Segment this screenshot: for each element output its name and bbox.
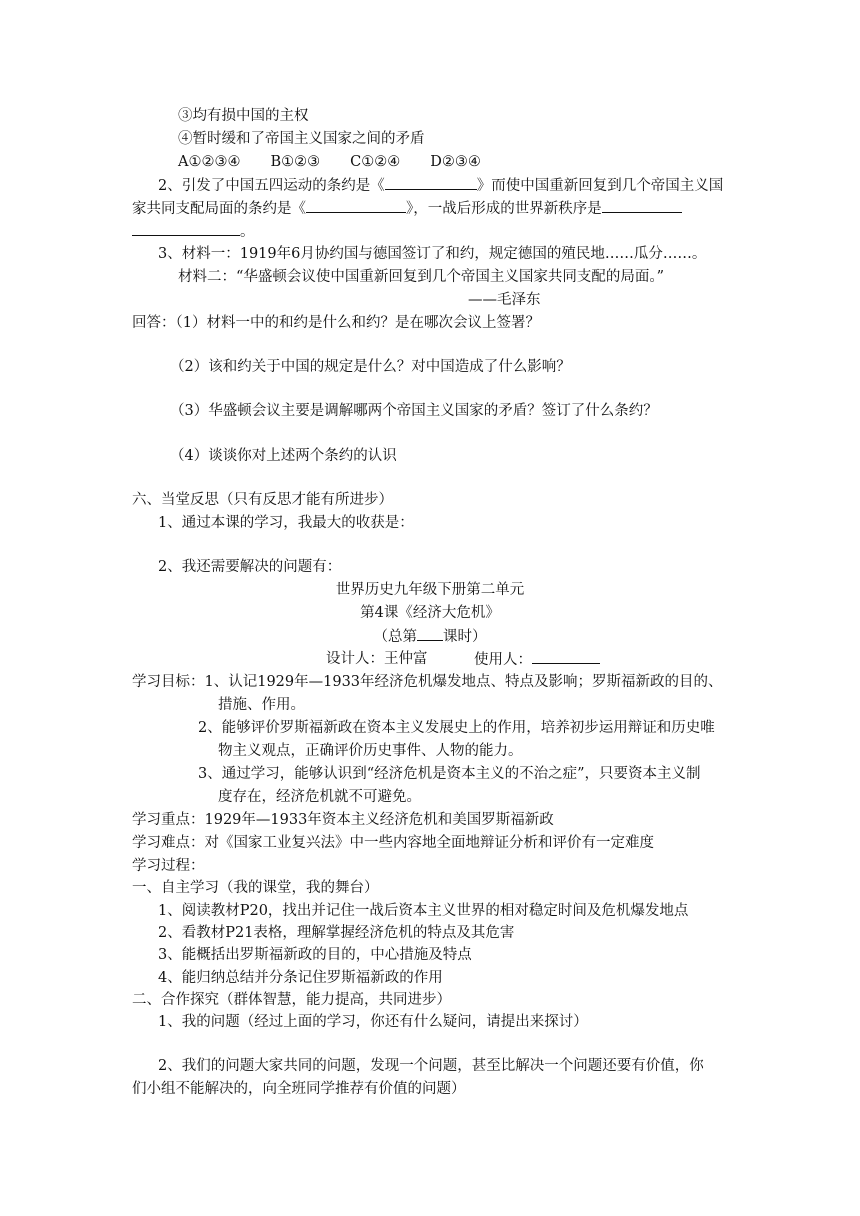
material-source: ——毛泽东: [468, 292, 541, 308]
goal-1: 学习目标：1、认记1929年—1933年经济危机爆发地点、特点及影响；罗斯福新政的目的、: [132, 674, 723, 690]
lesson-unit-title: 世界历史九年级下册第二单元: [335, 582, 525, 598]
option-4: ④暂时缓和了帝国主义国家之间的矛盾: [178, 131, 425, 147]
choice-d: D②③④: [430, 154, 481, 170]
material-1: 3、材料一：1919年6月协约国与德国签订了和约，规定德国的殖民地……瓜分……。: [158, 246, 707, 262]
question-2-line3: 。: [132, 220, 255, 243]
lesson-total: （总第 课时）: [0, 625, 860, 648]
question-2-line1: 2、引发了中国五四运动的条约是《 》而使中国重新回复到几个帝国主义国: [158, 174, 723, 197]
goal-2: 2、能够评价罗斯福新政在资本主义发展史上的作用，培养初步运用辩证和历史唯: [198, 720, 715, 736]
user-field: 使用人：: [474, 648, 600, 671]
answer-q3: （3）华盛顿会议主要是调解哪两个帝国主义国家的矛盾？签订了什么条约？: [170, 403, 658, 419]
blank-order-1[interactable]: [602, 197, 682, 213]
process-heading: 学习过程：: [132, 858, 205, 874]
choice-b: B①②③: [270, 154, 321, 170]
coop-2: 2、我们的问题大家共同的问题，发现一个问题，甚至比解决一个问题还要有价值，你: [158, 1058, 704, 1074]
section-2-heading: 二、合作探究（群体智慧，能力提高，共同进步）: [132, 992, 451, 1008]
section-6-heading: 六、当堂反思（只有反思才能有所进步）: [132, 492, 393, 508]
goal-2-cont: 物主义观点，正确评价历史事件、人物的能力。: [218, 743, 523, 759]
choice-a: A①②③④: [178, 154, 241, 170]
answer-choices: [178, 151, 481, 173]
choice-c: C①②④: [350, 154, 401, 170]
section-1-heading: 一、自主学习（我的课堂，我的舞台）: [132, 880, 379, 896]
goal-1-cont: 措施、作用。: [218, 697, 305, 713]
question-2-line2: 家共同支配局面的条约是《 》，一战后形成的世界新秩序是: [132, 197, 682, 220]
coop-1: 1、我的问题（经过上面的学习，你还有什么疑问，请提出来探讨）: [158, 1014, 588, 1030]
self-study-3: 3、能概括出罗斯福新政的目的，中心措施及特点: [158, 947, 472, 963]
difficult-point: 学习难点：对《国家工业复兴法》中一些内容地全面地辩证分析和评价有一定难度: [132, 835, 654, 851]
key-point: 学习重点：1929年—1933年资本主义经济危机和美国罗斯福新政: [132, 812, 554, 828]
self-study-2: 2、看教材P21表格，理解掌握经济危机的特点及其危害: [158, 925, 515, 941]
answer-q1: 回答：（1）材料一中的和约是什么和约？是在哪次会议上签署？: [132, 315, 540, 331]
answer-q4: （4）谈谈你对上述两个条约的认识: [170, 448, 397, 464]
blank-period[interactable]: [417, 625, 443, 641]
designer: 设计人：王仲富: [326, 651, 428, 667]
option-3: ③均有损中国的主权: [178, 108, 309, 124]
blank-user[interactable]: [532, 648, 600, 664]
goal-3-cont: 度存在，经济危机就不可避免。: [218, 789, 421, 805]
lesson-title: 第4课《经济大危机》: [360, 605, 500, 621]
blank-order-2[interactable]: [132, 220, 240, 236]
reflection-2: 2、我还需要解决的问题有：: [158, 559, 342, 575]
answer-q2: （2）该和约关于中国的规定是什么？对中国造成了什么影响？: [170, 359, 571, 375]
reflection-1: 1、通过本课的学习，我最大的收获是：: [158, 515, 414, 531]
material-2: 材料二：“华盛顿会议使中国重新回复到几个帝国主义国家共同支配的局面。”: [178, 269, 665, 285]
self-study-4: 4、能归纳总结并分条记住罗斯福新政的作用: [158, 970, 443, 986]
blank-treaty-1[interactable]: [385, 174, 477, 190]
self-study-1: 1、阅读教材P20，找出并记住一战后资本主义世界的相对稳定时间及危机爆发地点: [158, 903, 689, 919]
goal-3: 3、通过学习，能够认识到“经济危机是资本主义的不治之症”，只要资本主义制: [198, 766, 701, 782]
blank-treaty-2[interactable]: [306, 197, 406, 213]
coop-2-cont: 们小组不能解决的，向全班同学推荐有价值的问题）: [132, 1081, 466, 1097]
